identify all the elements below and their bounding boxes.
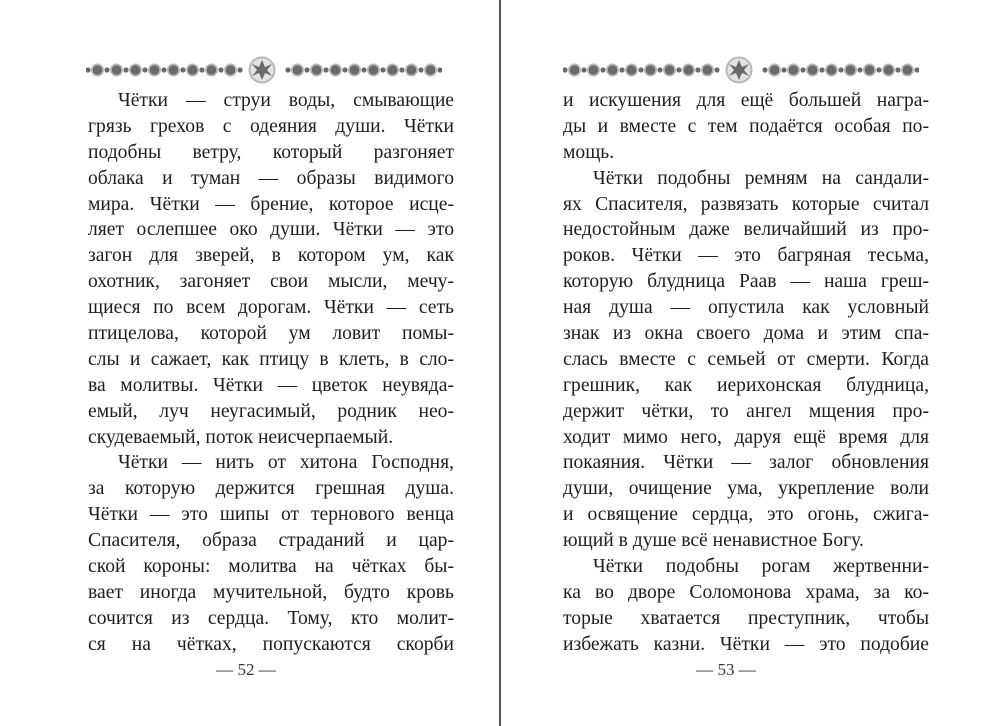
- bead-large: [903, 65, 913, 75]
- bead-small: [86, 67, 91, 72]
- text-line: ляет ослепшее око души. Чётки — это: [88, 219, 454, 241]
- text-line: ся на чётках, попускаются скорби: [88, 633, 454, 655]
- text-line: грешник, как иерихонская блудница,: [563, 374, 929, 396]
- text-line: загон для зверей, в котором ум, как: [88, 245, 454, 267]
- bead-large: [865, 65, 875, 75]
- text-line: вает иногда мучительной, будто кровь: [88, 581, 454, 603]
- bead-small: [657, 67, 662, 72]
- bead-large: [350, 65, 360, 75]
- text-line: щиеся по всем дорогам. Чётки — сеть: [88, 297, 454, 319]
- page-text: [563, 88, 929, 658]
- bead-small: [123, 67, 128, 72]
- bead-large: [226, 65, 236, 75]
- bead-large: [608, 65, 618, 75]
- bead-small: [142, 67, 147, 72]
- bead-small: [218, 67, 223, 72]
- text-line: мощь.: [563, 141, 615, 163]
- bead-small: [399, 67, 404, 72]
- text-line: ходит мимо него, даруя ещё время для: [563, 426, 929, 448]
- text-line: избежать казни. Чётки — это подобие: [563, 633, 929, 655]
- bead-large: [331, 65, 341, 75]
- right-page: [500, 0, 1000, 726]
- bead-small: [600, 67, 605, 72]
- bead-small: [676, 67, 681, 72]
- bead-small: [418, 67, 423, 72]
- text-line: торые хватается преступник, чтобы: [563, 607, 929, 629]
- header-ornament-icon: [86, 56, 442, 84]
- page-text: [88, 88, 454, 658]
- bead-large: [312, 65, 322, 75]
- bead-large: [789, 65, 799, 75]
- text-line: за которую держится грешная душа.: [88, 478, 454, 500]
- bead-large: [388, 65, 398, 75]
- text-line: держит чётки, то ангел мщения про-: [563, 400, 929, 422]
- bead-large: [827, 65, 837, 75]
- text-line: емый, луч неугасимый, родник нео-: [88, 400, 454, 422]
- bead-large: [188, 65, 198, 75]
- bead-large: [426, 65, 436, 75]
- bead-small: [638, 67, 643, 72]
- bead-small: [876, 67, 881, 72]
- bead-small: [895, 67, 900, 72]
- bead-large: [684, 65, 694, 75]
- bead-large: [131, 65, 141, 75]
- bead-large: [93, 65, 103, 75]
- text-line: и искушения для ещё большей награ-: [563, 90, 929, 111]
- bead-small: [323, 67, 328, 72]
- text-line: ная душа — опустила как условный: [563, 297, 929, 319]
- text-line: ды и вместе с тем подаётся особая по-: [563, 115, 929, 137]
- bead-large: [627, 65, 637, 75]
- bead-small: [563, 67, 568, 72]
- text-line: охотник, загоняет свои мысли, мечу-: [88, 271, 454, 293]
- bead-small: [104, 67, 109, 72]
- text-line: птицелова, которой ум ловит помы-: [88, 323, 454, 345]
- text-line: скудеваемый, поток неисчерпаемый.: [88, 426, 394, 448]
- text-line: облака и туман — образы видимого: [88, 167, 454, 189]
- bead-large: [207, 65, 217, 75]
- bead-large: [169, 65, 179, 75]
- page-number: — 53 —: [696, 660, 756, 679]
- text-line: сочится из сердца. Тому, кто молит-: [88, 607, 454, 629]
- text-line: души, очищение ума, укрепление воли: [563, 478, 929, 500]
- bead-small: [695, 67, 700, 72]
- bead-small: [819, 67, 824, 72]
- text-line: подобны ветру, который разгоняет: [88, 141, 454, 163]
- text-line: Чётки подобны рогам жертвенни-: [593, 556, 929, 578]
- bead-large: [846, 65, 856, 75]
- text-line: и освящение сердца, это огонь, сжига-: [563, 504, 929, 526]
- text-line: ка во дворе Соломонова храма, за ко-: [563, 581, 929, 603]
- text-line: недостойным даже величайший из про-: [563, 219, 929, 241]
- page-number: — 52 —: [216, 660, 276, 679]
- bead-large: [407, 65, 417, 75]
- bead-large: [770, 65, 780, 75]
- bead-large: [570, 65, 580, 75]
- text-line: Спасителя, образа страданий и цар-: [88, 530, 454, 552]
- text-line: ях Спасителя, развязать которые считал: [563, 193, 929, 215]
- text-line: слы и сажает, как птицу в клеть, в сло-: [88, 348, 454, 370]
- header-ornament-icon: [563, 56, 919, 84]
- bead-small: [838, 67, 843, 72]
- text-line: ва молитвы. Чётки — цветок неувяда-: [88, 374, 454, 396]
- text-line: покаяния. Чётки — залог обновления: [563, 452, 929, 474]
- bead-small: [161, 67, 166, 72]
- bead-large: [369, 65, 379, 75]
- bead-small: [781, 67, 786, 72]
- bead-small: [581, 67, 586, 72]
- text-line: которую блудница Раав — наша греш-: [563, 271, 929, 293]
- bead-small: [361, 67, 366, 72]
- bead-large: [293, 65, 303, 75]
- text-line: ющий в душе всё ненавистное Богу.: [563, 530, 864, 552]
- bead-small: [199, 67, 204, 72]
- bead-large: [665, 65, 675, 75]
- text-line: роков. Чётки — это багряная тесьма,: [563, 245, 929, 267]
- bead-large: [808, 65, 818, 75]
- bead-large: [703, 65, 713, 75]
- text-line: ской короны: молитва на чётках бы-: [88, 556, 454, 578]
- bead-small: [800, 67, 805, 72]
- bead-small: [285, 67, 290, 72]
- text-line: Чётки — струи воды, смывающие: [118, 90, 454, 111]
- bead-small: [380, 67, 385, 72]
- bead-large: [112, 65, 122, 75]
- bead-small: [180, 67, 185, 72]
- bead-large: [589, 65, 599, 75]
- bead-large: [646, 65, 656, 75]
- bead-large: [884, 65, 894, 75]
- text-line: грязь грехов с одеяния души. Чётки: [88, 115, 454, 137]
- text-line: слась вместе с семьей от смерти. Когда: [563, 348, 929, 370]
- bead-small: [762, 67, 767, 72]
- bead-small: [304, 67, 309, 72]
- bead-small: [857, 67, 862, 72]
- bead-small: [342, 67, 347, 72]
- bead-large: [150, 65, 160, 75]
- text-line: Чётки — нить от хитона Господня,: [118, 452, 454, 474]
- text-line: знак из окна своего дома и этим спа-: [563, 323, 929, 345]
- text-line: Чётки — это шипы от тернового венца: [88, 504, 454, 526]
- text-line: мира. Чётки — брение, которое исце-: [88, 193, 454, 215]
- text-line: Чётки подобны ремням на сандали-: [593, 167, 929, 189]
- bead-small: [619, 67, 624, 72]
